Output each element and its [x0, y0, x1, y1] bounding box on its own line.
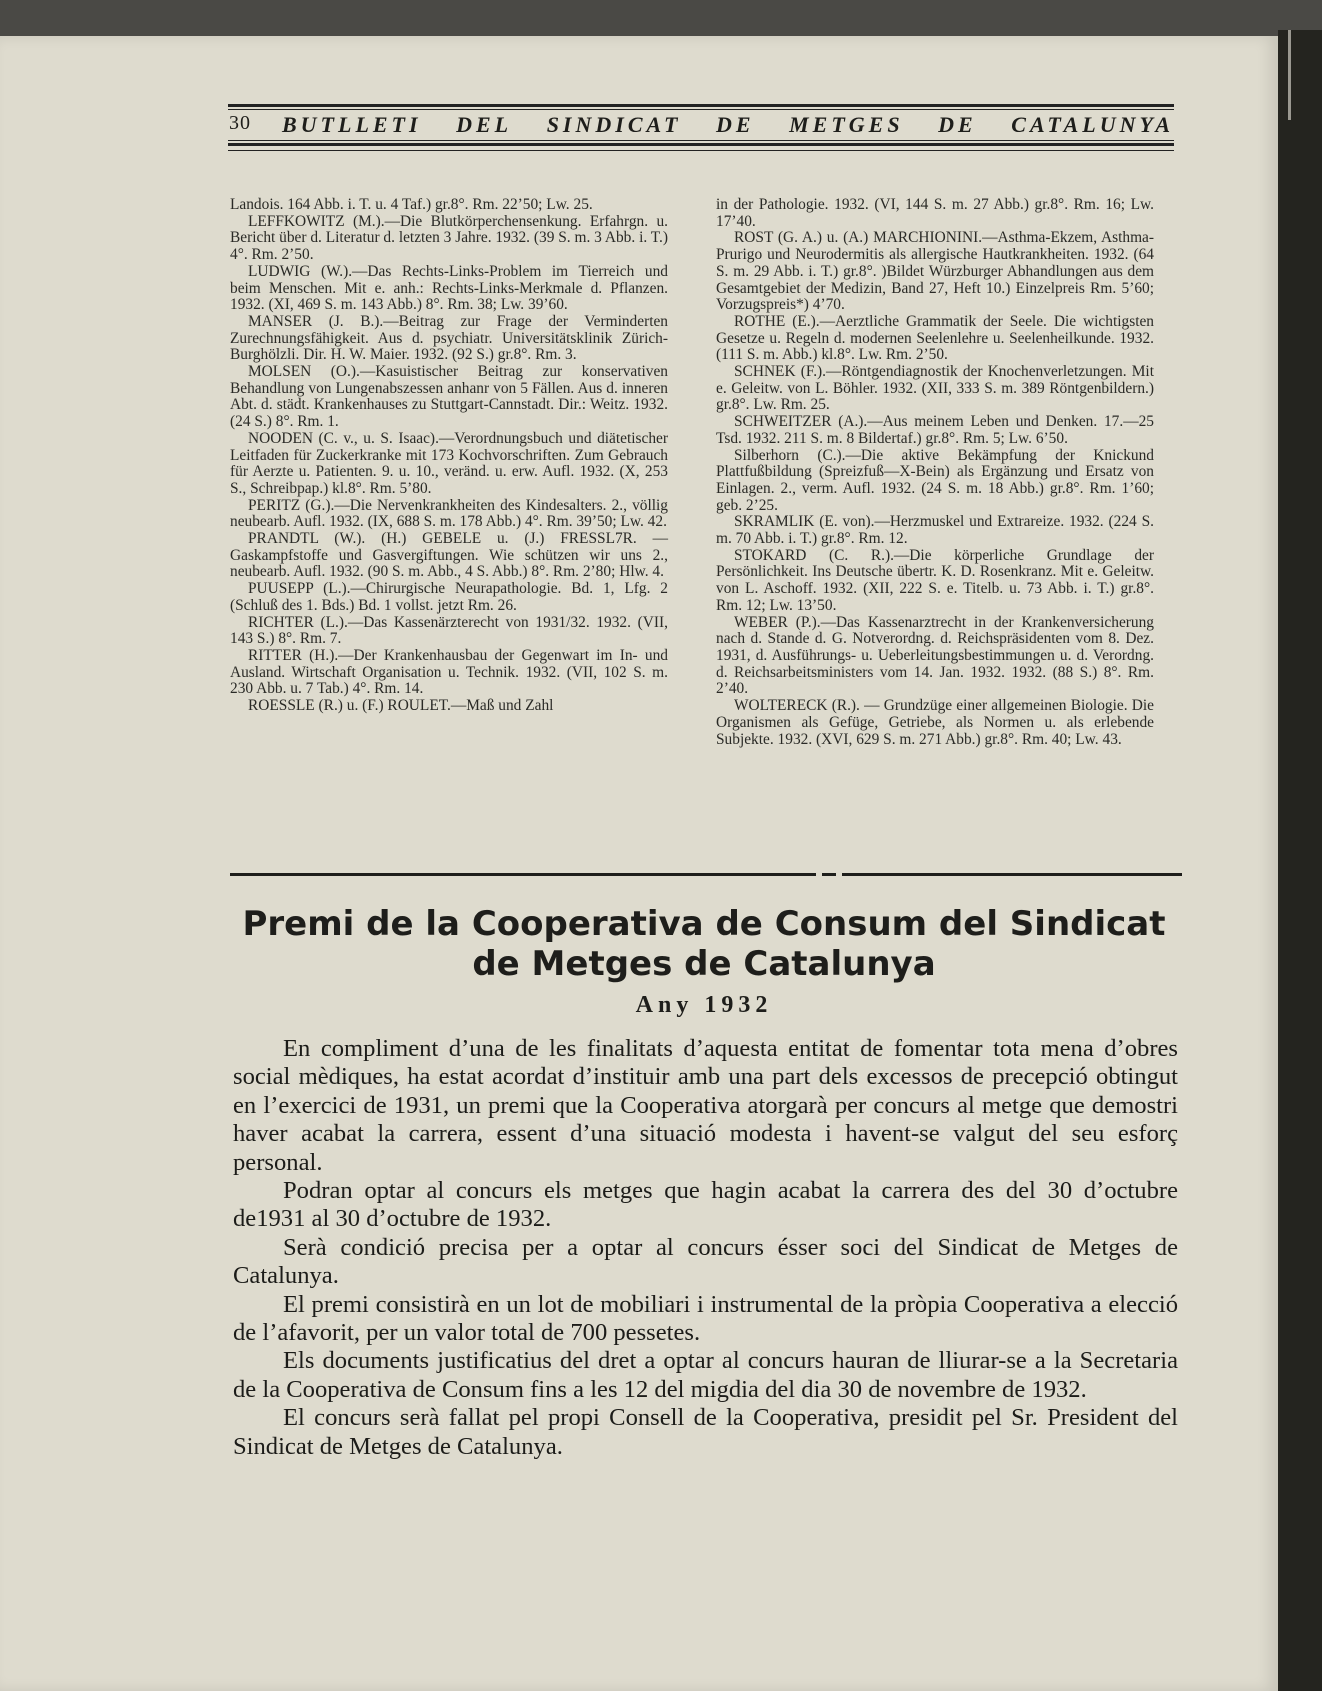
- bibliography-entry: SKRAMLIK (E. von).—Herzmuskel und Extrareize. 1932. (224 S. m. 70 Abb. i. T.) gr.8°. Rm. 12.: [716, 513, 1154, 548]
- bibliography-entry: PUUSEPP (L.).—Chirurgische Neurapathologie. Bd. 1, Lfg. 2 (Schluß des 1. Bds.) Bd. 1 vollst. jetzt Rm. 26.: [230, 580, 668, 614]
- article-title: de Metges de Catalunya: [472, 944, 936, 984]
- article-paragraph: El premi consistirà en un lot de mobiliari i instrumental de la pròpia Cooperativa a elecció de l’afavorit, per un valor total de 700 pessetes.: [233, 1290, 1178, 1347]
- bibliography-entry: PERITZ (G.).—Die Nervenkrankheiten des Kindesalters. 2., völlig neubearb. Aufl. 1932. (IX, 688 S. m. 178 Abb.) 4°. Rm. 39’50; Lw. 42.: [230, 496, 668, 531]
- bibliography-left-column: [230, 197, 668, 715]
- running-title: [282, 112, 1174, 138]
- running-title-word: DEL: [456, 112, 513, 137]
- article-paragraph: En compliment d’una de les finalitats d’aquesta entitat de fomentar tota mena d’obres social mèdiques, ha estat acordat d’instituir amb una part dels excessos de precepció obtingut en l’exercici de 1931, un premi que la Cooperativa atorgarà per concurs al metge que demostri haver acabat la carrera, essent d’una situació modesta i havent-se valgut del seu esforç personal.: [233, 1035, 1178, 1176]
- running-title-word: DE: [715, 112, 755, 137]
- page-number: 30: [229, 112, 251, 134]
- article-body: [233, 1035, 1178, 1461]
- section-divider: [842, 873, 1182, 876]
- header-rule: [228, 109, 1174, 110]
- running-title-word: DE: [938, 112, 977, 137]
- bibliography-entry: ROTHE (E.).—Aerztliche Grammatik der Seele. Die wichtigsten Gesetze u. Regeln d. modernen Seelenlehre u. Seelenheilkunde. 1932. (111 S. m. Abb.) kl.8°. Lw. Rm. 2’50.: [716, 312, 1154, 364]
- section-divider: [822, 873, 836, 876]
- bibliography-entry: in der Pathologie. 1932. (VI, 144 S. m. 27 Abb.) gr.8°. Rm. 16; Lw. 17’40.: [716, 196, 1154, 230]
- article-paragraph: El concurs serà fallat pel propi Consell de la Cooperativa, presidit pel Sr. President del Sindicat de Metges de Catalunya.: [233, 1404, 1178, 1460]
- bibliography-entry: NOODEN (C. v., u. S. Isaac).—Verordnungsbuch und diätetischer Leitfaden für Zuckerkranke mit 173 Kochvorschriften. Zum Gebrauch für Aerzte u. Patienten. 9. u. 10., veränd. u. erw. Aufl. 1932. (X, 253 S., Schreibpap.) kl.8°. Rm. 5’80.: [230, 429, 668, 497]
- article-paragraph: Podran optar al concurs els metges que hagin acabat la carrera des del 30 d’octubre de1931 al 30 d’octubre de 1932.: [233, 1177, 1178, 1233]
- header-rule: [228, 140, 1174, 141]
- running-title-word: SINDICAT: [546, 112, 682, 137]
- article-paragraph: Els documents justificatius del dret a optar al concurs hauran de lliurar-se a la Secretaria de la Cooperativa de Consum fins a les 12 del migdia del dia 30 de novembre de 1932.: [233, 1347, 1178, 1403]
- bibliography-entry: WEBER (P.).—Das Kassenarztrecht in der Krankenversicherung nach d. Stande d. G. Notverordng. d. Reichspräsidenten vom 8. Dez. 1931, d. Ausführungs- u. Ueberleitungsbestimmungen u. d. Verordng. d. Reichsarbeitsministers vom 14. Jan. 1932. 1932. (88 S.) 8°. Rm. 2’40.: [716, 613, 1154, 698]
- running-title-word: BUTLLETI: [282, 112, 422, 137]
- header-rule: [228, 104, 1174, 107]
- bibliography-entry: MANSER (J. B.).—Beitrag zur Frage der Verminderten Zurechnungsfähigkeit. Aus d. psychiatr. Universitätsklinik Zürich-Burghölzli. Dir. H. W. Maier. 1932. (92 S.) gr.8°. Rm. 3.: [230, 312, 668, 364]
- running-title-word: CATALUNYA: [1011, 112, 1174, 137]
- bibliography-entry: RITTER (H.).—Der Krankenhausbau der Gegenwart im In- und Ausland. Wirtschaft Organisation u. Technik. 1932. (VII, 102 S. m. 230 Abb. u. 7 Tab.) 4°. Rm. 14.: [230, 646, 668, 698]
- article-title: Premi de la Cooperativa de Consum del Sindicat: [242, 904, 1166, 944]
- bibliography-entry: ROST (G. A.) u. (A.) MARCHIONINI.—Asthma-Ekzem, Asthma-Prurigo und Neurodermitis als allergische Hautkrankheiten. 1932. (64 S. m. 29 Abb. i. T.) gr.8°. )Bildet Würzburger Abhandlungen aus dem Gesamtgebiet der Medizin, Band 27, Heft 10.) Einzelpreis Rm. 5’60; Vorzugspreis*) 4’70.: [716, 229, 1154, 314]
- bibliography-entry: Silberhorn (C.).—Die aktive Bekämpfung der Knickund Plattfußbildung (Spreizfuß—X-Bein) als Ergänzung und Ersatz von Einlagen. 2., verm. Aufl. 1932. (24 S. m. 18 Abb.) gr.8°. Rm. 1’60; geb. 2’25.: [716, 446, 1154, 514]
- scan-edge: [1278, 30, 1322, 1691]
- bibliography-entry: SCHNEK (F.).—Röntgendiagnostik der Knochenverletzungen. Mit e. Geleitw. von L. Böhler. 1932. (XII, 333 S. m. 389 Röntgenbildern.) gr.8°. Lw. Rm. 25.: [716, 363, 1154, 414]
- bibliography-entry: WOLTERECK (R.). — Grundzüge einer allgemeinen Biologie. Die Organismen als Gefüge, Getriebe, als Normen u. als erlebende Subjekte. 1932. (XVI, 629 S. m. 271 Abb.) gr.8°. Rm. 40; Lw. 43.: [716, 697, 1154, 748]
- bibliography-entry: LEFFKOWITZ (M.).—Die Blutkörperchensenkung. Erfahrgn. u. Bericht über d. Literatur d. letzten 3 Jahre. 1932. (39 S. m. 3 Abb. i. T.) 4°. Rm. 2’50.: [230, 212, 668, 264]
- bibliography-right-column: [716, 197, 1154, 748]
- bibliography-entry: SCHWEITZER (A.).—Aus meinem Leben und Denken. 17.—25 Tsd. 1932. 211 S. m. 8 Bildertaf.) gr.8°. Rm. 5; Lw. 6’50.: [716, 413, 1154, 447]
- bibliography-entry: PRANDTL (W.). (H.) GEBELE u. (J.) FRESSL7R. — Gaskampfstoffe und Gasvergiftungen. Wie schützen wir uns 2., neubearb. Aufl. 1932. (90 S. m. Abb., 4 S. Abb.) 8°. Rm. 2’80; Hlw. 4.: [230, 530, 668, 581]
- bibliography-entry: RICHTER (L.).—Das Kassenärzterecht von 1931/32. 1932. (VII, 143 S.) 8°. Rm. 7.: [230, 613, 668, 648]
- header-rule: [228, 150, 1174, 151]
- bibliography-entry: Landois. 164 Abb. i. T. u. 4 Taf.) gr.8°. Rm. 22’50; Lw. 25.: [230, 196, 593, 213]
- bibliography-entry: STOKARD (C. R.).—Die körperliche Grundlage der Persönlichkeit. Ins Deutsche übertr. K. D. Rosenkranz. Mit e. Geleitw. von L. Aschoff. 1932. (XII, 222 S. e. Titelb. u. 73 Abb. i. T.) gr.8°. Rm. 12; Lw. 13’50.: [716, 546, 1154, 614]
- header-rule: [228, 143, 1174, 146]
- article-year: Any 1932: [635, 992, 773, 1018]
- scan-background: [0, 0, 1322, 36]
- section-divider: [230, 873, 816, 876]
- bibliography-entry: LUDWIG (W.).—Das Rechts-Links-Problem im Tierreich und beim Menschen. Mit e. anh.: Rechts-Links-Merkmale d. Pflanzen. 1932. (XI, 469 S. m. 143 Abb.) 8°. Rm. 38; Lw. 39’60.: [230, 262, 668, 314]
- article-paragraph: Serà condició precisa per a optar al concurs ésser soci del Sindicat de Metges de Catalunya.: [233, 1233, 1178, 1290]
- bibliography-entry: ROESSLE (R.) u. (F.) ROULET.—Maß und Zahl: [248, 697, 554, 715]
- bibliography-entry: MOLSEN (O.).—Kasuistischer Beitrag zur konservativen Behandlung von Lungenabszessen anhanr von 5 Fällen. Aus d. inneren Abt. d. städt. Krankenhauses zu Stuttgart-Cannstadt. Dir.: Weitz. 1932. (24 S.) 8°. Rm. 1.: [230, 363, 668, 431]
- running-title-word: METGES: [789, 112, 904, 137]
